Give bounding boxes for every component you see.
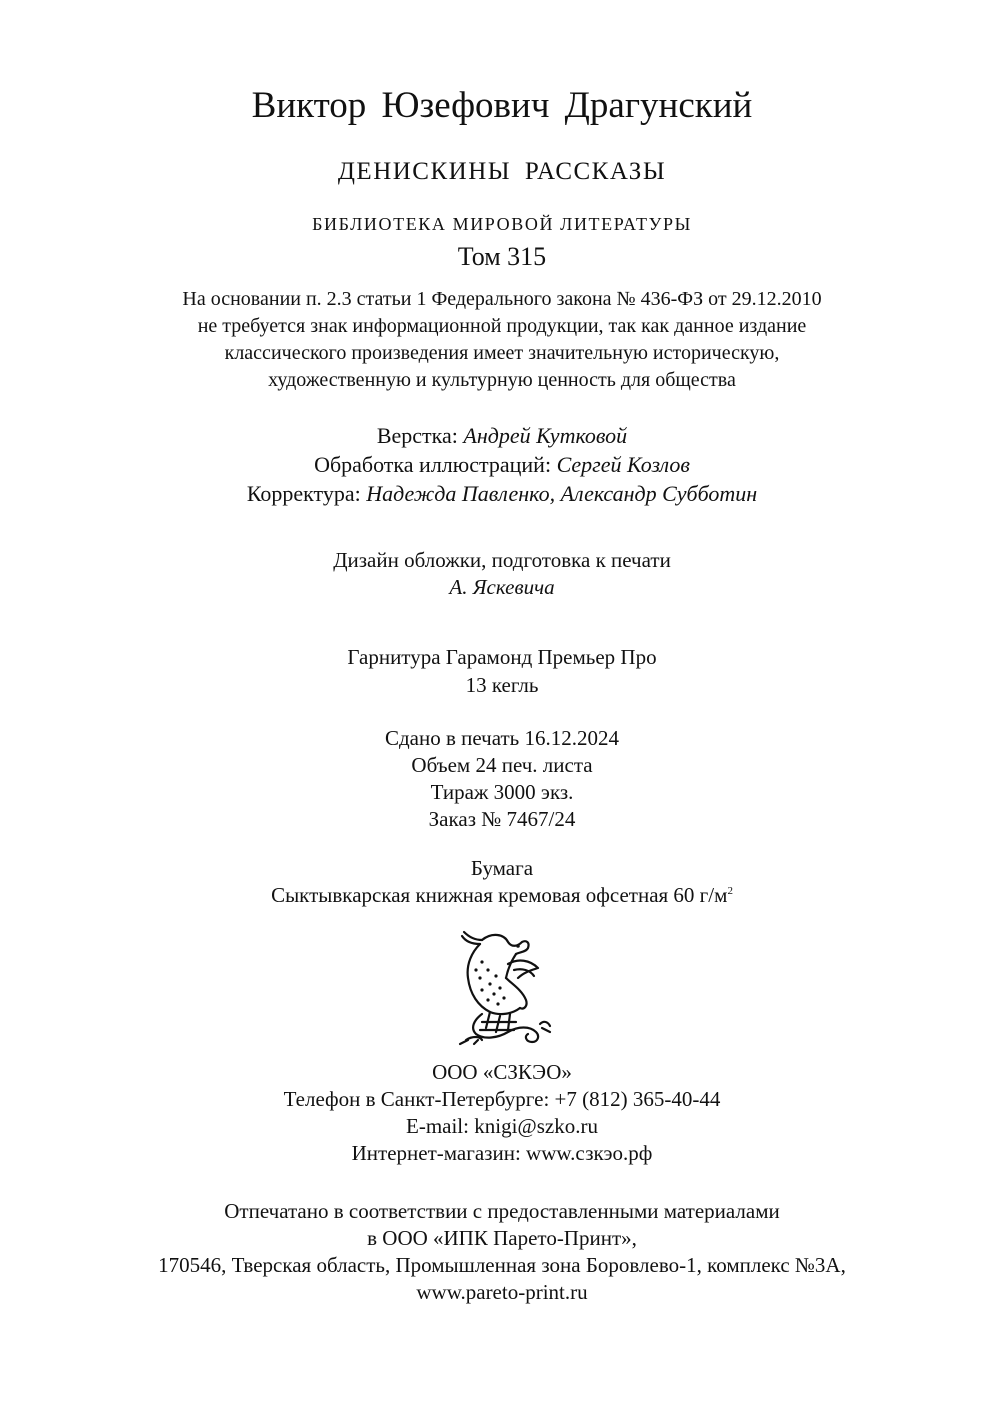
credit-person: Сергей Козлов [556, 452, 690, 477]
cover-design-label: Дизайн обложки, подготовка к печати [333, 548, 671, 572]
credit-illustrations [0, 452, 1004, 478]
volume-number: Том 315 [457, 242, 547, 271]
designer-name: А. Яскевича [449, 575, 555, 599]
printer-line: Отпечатано в соответствии с предоставленными материалами [224, 1199, 780, 1223]
legal-notice-line: классического произведения имеет значительную историческую, [224, 342, 780, 364]
credit-proofreading [0, 481, 1004, 507]
print-run: Тираж 3000 экз. [430, 780, 574, 804]
publisher-shop: Интернет-магазин: www.сзкэо.рф [351, 1141, 653, 1165]
credit-label: Корректура: [246, 481, 367, 506]
printer-website: www.pareto-print.ru [416, 1280, 588, 1304]
cover-design-person [0, 575, 1004, 600]
legal-notice-line: На основании п. 2.3 статьи 1 Федерального закона № 436-ФЗ от 29.12.2010 [182, 288, 822, 310]
credit-person: Андрей Кутковой [463, 423, 628, 448]
credit-person: Надежда Павленко, Александр Субботин [366, 481, 758, 506]
printer-line: 170546, Тверская область, Промышленная зона Боровлево-1, комплекс №3А, [158, 1253, 846, 1277]
credit-label: Верстка: [376, 423, 464, 448]
legal-notice-line: художественную и культурную ценность для общества [268, 369, 736, 391]
credit-layout [0, 423, 1004, 449]
print-date: Сдано в печать 16.12.2024 [384, 726, 620, 750]
paper-description [0, 883, 1004, 908]
paper-description-text: Сыктывкарская книжная кремовая офсетная 60 г/м [271, 883, 728, 907]
typeface-name: Гарнитура Гарамонд Премьер Про [347, 645, 657, 669]
legal-notice-line: не требуется знак информационной продукции, так как данное издание [197, 315, 807, 337]
paper-label: Бумага [470, 856, 534, 880]
publisher-phone: Телефон в Санкт-Петербурге: +7 (812) 365-40-44 [283, 1087, 721, 1111]
author-name: Виктор Юзефович Драгунский [251, 85, 753, 126]
book-title: ДЕНИСКИНЫ РАССКАЗЫ [337, 158, 667, 185]
publisher-name: ООО «СЗКЭО» [432, 1060, 572, 1084]
printer-line: в ООО «ИПК Парето-Принт», [367, 1226, 637, 1250]
credit-label: Обработка иллюстраций: [314, 452, 557, 477]
print-order: Заказ № 7467/24 [428, 807, 576, 831]
publisher-email: E-mail: knigi@szko.ru [406, 1114, 598, 1138]
dragon-emblem-icon [452, 928, 556, 1046]
print-volume: Объем 24 печ. листа [411, 753, 593, 777]
typeface-size: 13 кегль [465, 673, 539, 697]
paper-superscript: 2 [727, 885, 733, 897]
series-name: БИБЛИОТЕКА МИРОВОЙ ЛИТЕРАТУРЫ [312, 214, 692, 234]
